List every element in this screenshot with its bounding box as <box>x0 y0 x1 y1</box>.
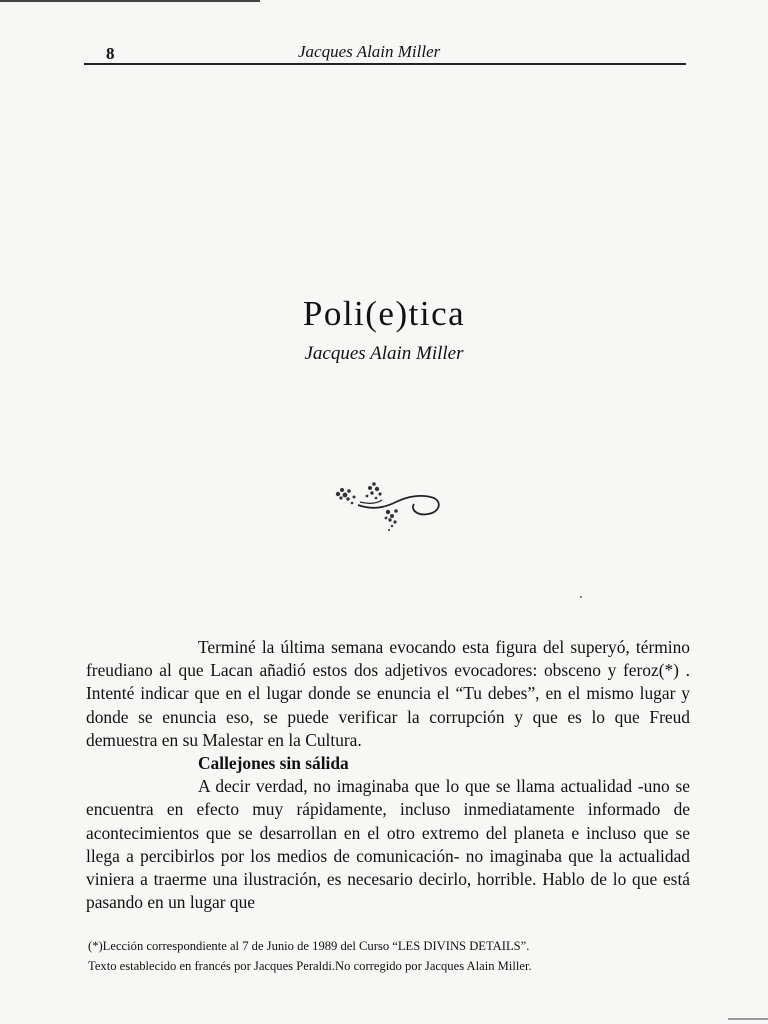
scan-speck <box>580 596 582 598</box>
scan-edge-line <box>0 0 260 2</box>
scan-edge-line <box>728 1018 768 1020</box>
page-header <box>84 42 686 64</box>
page-number: 8 <box>106 44 115 63</box>
footnote-line: Texto establecido en francés por Jacques Peraldi.No corregido por Jacques Alain Miller. <box>88 959 532 973</box>
section-heading: Callejones sin sálida <box>198 753 349 774</box>
body-text <box>86 636 690 914</box>
paragraph: A decir verdad, no imaginaba que lo que se llama actualidad -uno se encuentra en efecto muy rápidamente, incluso inmediatamente informado de acontecimientos que se desarrollan en el otro extremo del planeta e incluso que se llega a percibirlos por los medios de comunicación- no imaginaba que la actualidad viniera a traerme una ilustración, es necesario decirlo, horrible. Hablo de lo que está pasando en un lugar que <box>86 776 690 913</box>
paragraph: Terminé la última semana evocando esta figura del superyó, término freudiano al que Lacan añadió estos dos adjetivos evocadores: obsceno y feroz(*) . Intenté indicar que en el lugar donde se enuncia el “Tu debes”, en el mismo lugar y donde se enuncia eso, se puede verificar la corrupción y que es lo que Freud demuestra en su Malestar en la Cultura. <box>86 637 690 750</box>
article-title: Poli(e)tica <box>302 294 466 333</box>
footnote-line: (*)Lección correspondiente al 7 de Junio de 1989 del Curso “LES DIVINS DETAILS”. <box>88 939 530 953</box>
floral-fleuron-icon <box>330 478 442 532</box>
article-author: Jacques Alain Miller <box>304 343 464 364</box>
header-rule <box>84 63 686 65</box>
running-head: Jacques Alain Miller <box>298 42 441 61</box>
footnote <box>88 936 688 976</box>
